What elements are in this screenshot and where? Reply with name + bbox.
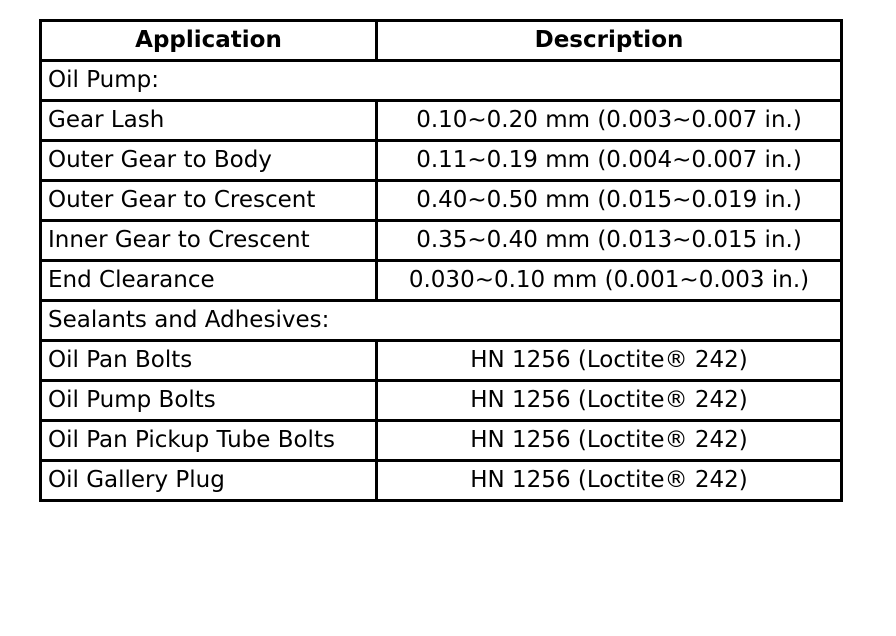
application-cell: End Clearance (41, 261, 377, 301)
table-row (41, 341, 842, 381)
specification-table (39, 19, 843, 502)
table-row (41, 141, 842, 181)
table-row (41, 181, 842, 221)
description-cell: 0.35~0.40 mm (0.013~0.015 in.) (377, 221, 842, 261)
application-cell: Oil Pan Pickup Tube Bolts (41, 421, 377, 461)
table-row (41, 261, 842, 301)
description-cell: 0.40~0.50 mm (0.015~0.019 in.) (377, 181, 842, 221)
section-row-oil-pump (41, 61, 842, 101)
application-cell: Outer Gear to Crescent (41, 181, 377, 221)
description-column-header: Description (377, 21, 842, 61)
application-cell: Gear Lash (41, 101, 377, 141)
application-cell: Outer Gear to Body (41, 141, 377, 181)
table-row (41, 381, 842, 421)
application-cell: Inner Gear to Crescent (41, 221, 377, 261)
section-label: Sealants and Adhesives: (41, 301, 842, 341)
description-cell: 0.030~0.10 mm (0.001~0.003 in.) (377, 261, 842, 301)
table-row (41, 221, 842, 261)
description-cell: HN 1256 (Loctite® 242) (377, 381, 842, 421)
header-row (41, 21, 842, 61)
section-label: Oil Pump: (41, 61, 842, 101)
description-cell: 0.10~0.20 mm (0.003~0.007 in.) (377, 101, 842, 141)
description-cell: HN 1256 (Loctite® 242) (377, 341, 842, 381)
application-cell: Oil Pump Bolts (41, 381, 377, 421)
description-cell: HN 1256 (Loctite® 242) (377, 421, 842, 461)
application-cell: Oil Gallery Plug (41, 461, 377, 501)
description-cell: HN 1256 (Loctite® 242) (377, 461, 842, 501)
table-header (41, 21, 842, 61)
table-row (41, 461, 842, 501)
section-row-sealants (41, 301, 842, 341)
application-cell: Oil Pan Bolts (41, 341, 377, 381)
table-row (41, 421, 842, 461)
application-column-header: Application (41, 21, 377, 61)
table-row (41, 101, 842, 141)
description-cell: 0.11~0.19 mm (0.004~0.007 in.) (377, 141, 842, 181)
